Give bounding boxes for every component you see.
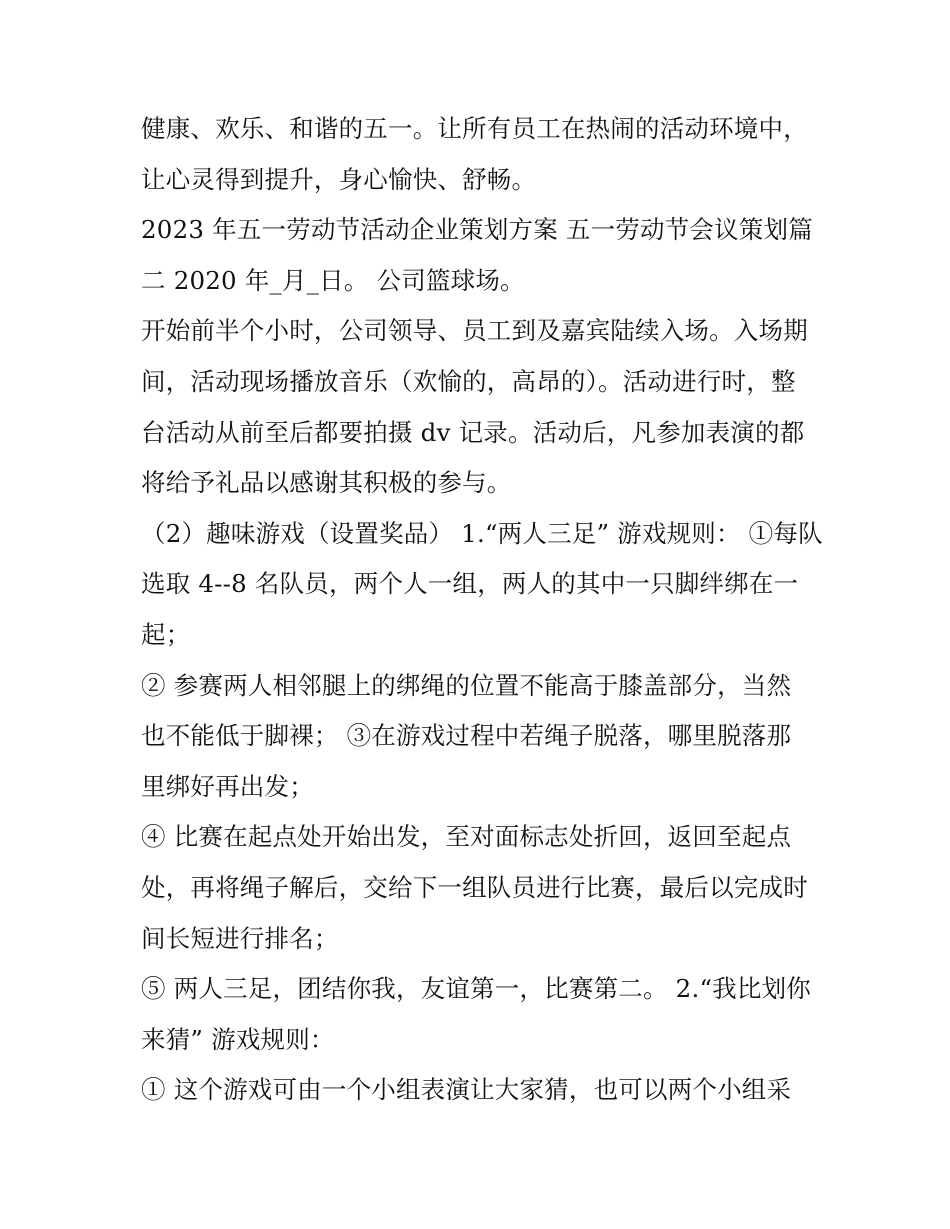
- text-line: ② 参赛两人相邻腿上的绑绳的位置不能高于膝盖部分，当然: [141, 670, 792, 700]
- text-line: 二 2020 年_月_日。 公司篮球场。: [141, 265, 525, 295]
- text-line: ④ 比赛在起点处开始出发，至对面标志处折回，返回至起点: [141, 822, 792, 852]
- text-line: 将给予礼品以感谢其积极的参与。: [141, 468, 512, 498]
- text-line: ⑤ 两人三足，团结你我，友谊第一，比赛第二。 2.“我比划你: [141, 974, 811, 1004]
- text-line: 间长短进行排名；: [141, 923, 339, 953]
- text-line: 来猜” 游戏规则：: [141, 1024, 335, 1054]
- body-text: [141, 104, 831, 1116]
- text-line: ① 这个游戏可由一个小组表演让大家猜，也可以两个小组采: [141, 1075, 792, 1105]
- text-line: 让心灵得到提升，身心愉快、舒畅。: [141, 164, 537, 194]
- text-line: 开始前半个小时，公司领导、员工到及嘉宾陆续入场。入场期: [141, 316, 808, 346]
- text-line: 台活动从前至后都要拍摄 dv 记录。活动后，凡参加表演的都: [141, 417, 805, 447]
- text-line: 2023 年五一劳动节活动企业策划方案 五一劳动节会议策划篇: [141, 215, 813, 245]
- text-line: 间，活动现场播放音乐（欢愉的，高昂的）。活动进行时，整: [141, 366, 796, 396]
- text-line: 选取 4--8 名队员，两个人一组，两人的其中一只脚绊绑在一: [141, 569, 799, 599]
- text-line: 处，再将绳子解后，交给下一组队员进行比赛，最后以完成时: [141, 872, 808, 902]
- text-line: 起；: [141, 619, 191, 649]
- text-line: 也不能低于脚裸； ③在游戏过程中若绳子脱落，哪里脱落那: [141, 721, 792, 751]
- text-line: （2）趣味游戏（设置奖品） 1.“两人三足” 游戏规则： ①每队: [141, 518, 823, 548]
- text-line: 健康、欢乐、和谐的五一。让所有员工在热闹的活动环境中，: [141, 114, 808, 143]
- text-line: 里绑好再出发；: [141, 771, 314, 801]
